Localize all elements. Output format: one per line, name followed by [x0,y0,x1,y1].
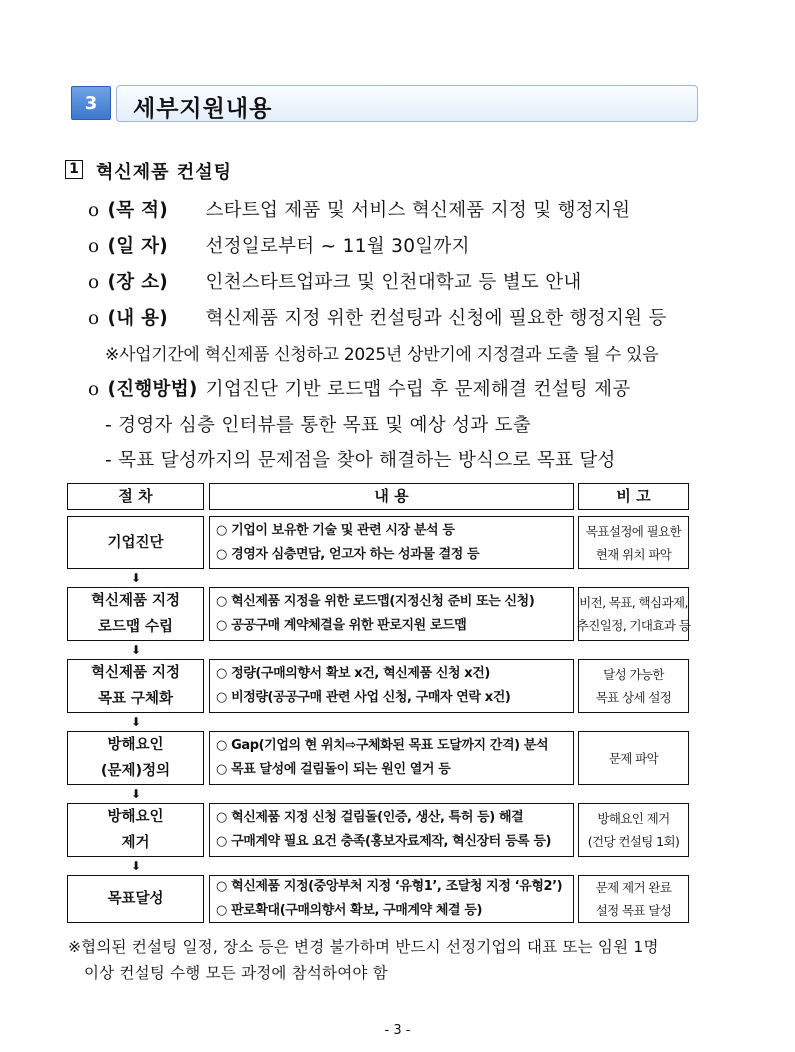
content-cell [209,875,574,923]
bullet-date-label: (일 자) [107,236,169,257]
method-dash-2: - 목표 달성까지의 문제점을 찾아 해결하는 방식으로 목표 달성 [105,450,616,471]
bullet-marker: o [88,308,100,329]
section-title-bar [116,85,698,122]
remark-line: 비전, 목표, 핵심과제, [579,595,688,610]
section-number: 3 [71,86,111,120]
bullet-marker: o [88,379,100,400]
flow-arrow-icon: ⬇ [130,571,142,585]
bullet-purpose [88,196,630,222]
content-line: ○ 공공구매 계약체결을 위한 판로지원 로드맵 [216,618,467,633]
flow-arrow-icon: ⬇ [130,787,142,801]
bullet-place-label: (장 소) [107,272,169,293]
bullet-date-text: 선정일로부터 ~ 11월 30일까지 [205,236,470,257]
remark-line: 목표 상세 설정 [595,690,672,705]
footnote-line-2: 이상 컨설팅 수행 모든 과정에 참석하여야 함 [84,964,388,982]
method-dash-1: - 경영자 심층 인터뷰를 통한 목표 및 예상 성과 도출 [105,415,532,436]
bullet-method-label: (진행방법) [107,379,198,400]
table-header-content: 내 용 [209,483,574,510]
step-label: 제거 [121,835,150,851]
step-cell [67,659,204,713]
remark-cell [578,803,689,857]
content-line: ○ Gap(기업의 현 위치⇨구체화된 목표 도달까지 간격) 분석 [216,738,549,753]
bullet-date [88,232,470,258]
step-label: 혁신제품 지정 [90,593,181,609]
remark-line: 문제 제거 완료 [595,880,672,895]
step-cell [67,516,204,569]
remark-line: 문제 파악 [608,750,659,766]
subsection-title: 혁신제품 컨설팅 [96,162,232,183]
remark-line: 설정 목표 달성 [595,903,672,918]
content-line: ○ 구매계약 필요 요건 충족(홍보자료제작, 혁신장터 등록 등) [216,834,552,849]
content-cell [209,659,574,713]
bullet-purpose-text: 스타트업 제품 및 서비스 혁신제품 지정 및 행정지원 [205,200,631,221]
step-cell [67,587,204,641]
content-line: ○ 혁신제품 지정 신청 걸림돌(인증, 생산, 특허 등) 해결 [216,810,524,825]
step-label: 로드맵 수립 [97,619,174,635]
table-header-step: 절 차 [67,483,204,510]
step-label: (문제)정의 [100,763,171,779]
content-line: ○ 판로확대(구매의향서 확보, 구매계약 체결 등) [216,903,483,918]
flow-arrow-icon: ⬇ [130,715,142,729]
bullet-purpose-label: (목 적) [107,200,169,221]
bullet-place [88,268,582,294]
content-note: ※사업기간에 혁신제품 신청하고 2025년 상반기에 지정결과 도출 될 수 있음 [105,345,659,365]
remark-cell [578,731,689,785]
remark-cell [578,587,689,641]
step-cell [67,731,204,785]
bullet-method [88,375,631,401]
bullet-content-text: 혁신제품 지정 위한 컨설팅과 신청에 필요한 행정지원 등 [205,308,667,329]
remark-cell [578,875,689,923]
footnote-line-1: ※협의된 컨설팅 일정, 장소 등은 변경 불가하며 반드시 선정기업의 대표 또는 임원 1명 [68,938,659,956]
remark-line: 목표설정에 필요한 [585,523,682,539]
remark-line: (건당 컨설팅 1회) [587,834,680,849]
subsection-number-box: 1 [65,160,83,179]
bullet-method-text: 기업진단 기반 로드맵 수립 후 문제해결 컨설팅 제공 [205,379,631,400]
remark-line: 추진일정, 기대효과 등 [576,618,691,633]
flow-arrow-icon: ⬇ [130,643,142,657]
content-line: ○ 기업이 보유한 기술 및 관련 시장 분석 등 [216,522,455,538]
content-line: ○ 혁신제품 지정(중앙부처 지정 ‘유형1’, 조달청 지정 ‘유형2’) [216,879,563,894]
bullet-place-text: 인천스타트업파크 및 인천대학교 등 별도 안내 [205,272,582,293]
step-cell [67,875,204,923]
content-line: ○ 경영자 심층면담, 얻고자 하는 성과물 결정 등 [216,546,480,562]
content-line: ○ 목표 달성에 걸림돌이 되는 원인 열거 등 [216,762,451,777]
content-cell [209,587,574,641]
bullet-content [88,304,667,330]
remark-cell [578,516,689,569]
step-label: 방해요인 [107,809,164,825]
content-line: ○ 정량(구매의향서 확보 x건, 혁신제품 신청 x건) [216,666,490,681]
bullet-content-label: (내 용) [107,308,169,329]
step-cell [67,803,204,857]
page-number: - 3 - [384,1023,411,1038]
content-cell [209,731,574,785]
flow-arrow-icon: ⬇ [130,859,142,873]
content-cell [209,516,574,569]
section-title: 세부지원내용 [133,96,273,122]
remark-line: 방해요인 제거 [597,811,670,826]
step-label: 방해요인 [107,737,164,753]
table-header-remark: 비 고 [578,483,689,510]
step-label: 기업진단 [107,534,164,551]
bullet-marker: o [88,272,100,293]
content-line: ○ 비정량(공공구매 관련 사업 신청, 구매자 연락 x건) [216,690,511,705]
remark-cell [578,659,689,713]
step-label: 목표달성 [107,891,164,907]
remark-line: 현재 위치 파악 [595,546,672,562]
step-label: 혁신제품 지정 [90,665,181,681]
content-line: ○ 혁신제품 지정을 위한 로드맵(지정신청 준비 또는 신청) [216,594,535,609]
step-label: 목표 구체화 [97,691,174,707]
bullet-marker: o [88,236,100,257]
content-cell [209,803,574,857]
bullet-marker: o [88,200,100,221]
remark-line: 달성 가능한 [603,667,664,682]
